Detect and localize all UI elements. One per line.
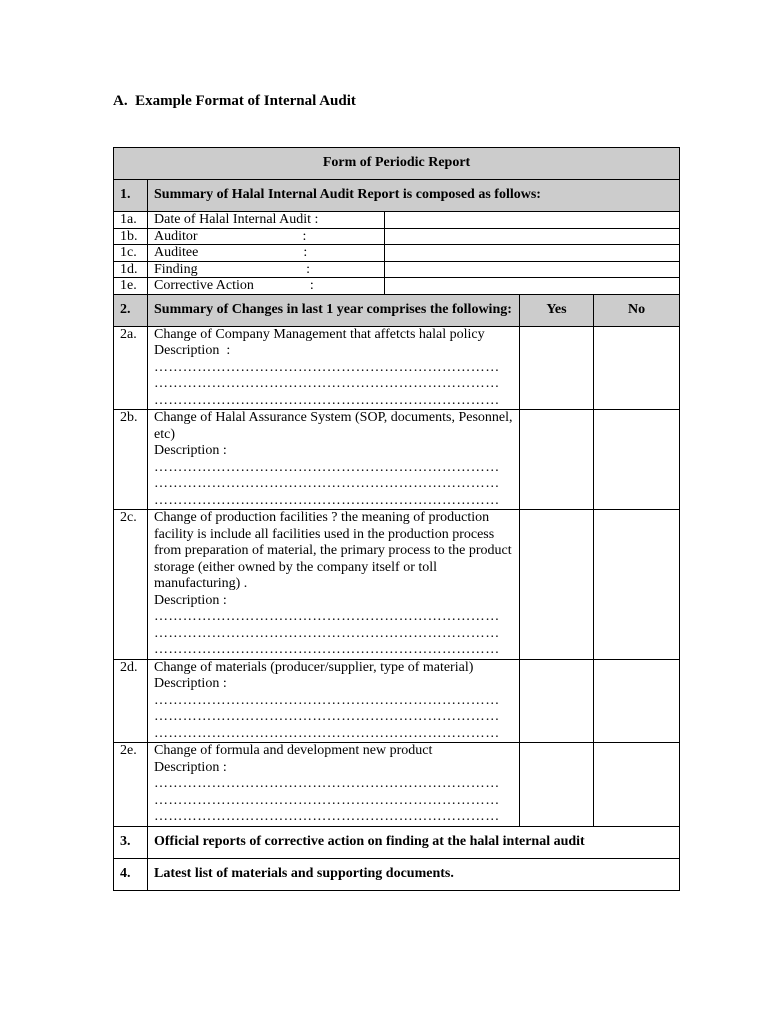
- description-line[interactable]: ………………………………………………………………: [154, 609, 500, 624]
- item-number: 1c.: [114, 245, 148, 262]
- item-number: 1d.: [114, 261, 148, 278]
- section-2-header: [114, 294, 680, 326]
- description-label: Description :: [154, 592, 227, 608]
- page-heading: A. Example Format of Internal Audit: [113, 93, 356, 109]
- change-row: [114, 659, 680, 743]
- item-number: 2c.: [114, 510, 148, 660]
- change-text: Change of Company Management that affetcts halal policy: [154, 326, 485, 342]
- no-checkbox-cell[interactable]: [594, 743, 680, 827]
- description-line[interactable]: ………………………………………………………………: [154, 792, 500, 808]
- no-checkbox-cell[interactable]: [594, 410, 680, 510]
- form-title: Form of Periodic Report: [114, 148, 680, 180]
- description-line[interactable]: ………………………………………………………………: [154, 692, 500, 708]
- change-row: [114, 510, 680, 660]
- description-line[interactable]: ………………………………………………………………: [154, 359, 500, 375]
- item-number: 1a.: [114, 212, 148, 229]
- description-label: Description :: [154, 443, 227, 458]
- change-text: Change of materials (producer/supplier, type of material): [154, 659, 474, 675]
- no-checkbox-cell[interactable]: [594, 510, 680, 660]
- yes-checkbox-cell[interactable]: [520, 659, 594, 743]
- no-column-header: No: [594, 294, 680, 326]
- item-label: Finding :: [148, 261, 385, 278]
- audit-summary-row: [114, 278, 680, 295]
- description-label: Description :: [154, 676, 227, 691]
- section-3-row: [114, 826, 680, 858]
- change-text: Change of production facilities ? the meaning of production facility is include all facilities used in the production process from preparation of material, the primary process to the product storage (either owned by the company itself or toll manufacturing) .: [154, 510, 512, 591]
- description-line[interactable]: ………………………………………………………………: [154, 709, 500, 724]
- description-line[interactable]: ………………………………………………………………: [154, 459, 500, 475]
- item-number: 2e.: [114, 743, 148, 827]
- yes-checkbox-cell[interactable]: [520, 410, 594, 510]
- item-value-field[interactable]: [385, 278, 680, 295]
- audit-summary-row: [114, 261, 680, 278]
- section-number: 1.: [114, 180, 148, 212]
- item-label: Auditor :: [148, 228, 385, 245]
- section-number: 3.: [114, 826, 148, 858]
- description-line[interactable]: ………………………………………………………………: [154, 376, 500, 391]
- description-line[interactable]: ………………………………………………………………: [154, 476, 500, 491]
- change-cell: [148, 410, 520, 510]
- description-line[interactable]: ………………………………………………………………: [154, 642, 500, 657]
- change-row: [114, 326, 680, 410]
- item-value-field[interactable]: [385, 212, 680, 229]
- item-label: Date of Halal Internal Audit :: [148, 212, 385, 229]
- change-cell: [148, 326, 520, 410]
- description-line[interactable]: ………………………………………………………………: [154, 776, 500, 791]
- item-number: 1b.: [114, 228, 148, 245]
- periodic-report-form: [113, 147, 680, 891]
- yes-checkbox-cell[interactable]: [520, 510, 594, 660]
- change-row: [114, 743, 680, 827]
- description-label: Description :: [154, 343, 231, 358]
- description-line[interactable]: ………………………………………………………………: [154, 492, 500, 508]
- change-text: Change of formula and development new product: [154, 743, 433, 758]
- yes-checkbox-cell[interactable]: [520, 326, 594, 410]
- description-line[interactable]: ………………………………………………………………: [154, 725, 500, 741]
- audit-summary-row: [114, 228, 680, 245]
- section-title: Summary of Changes in last 1 year comprises the following:: [148, 294, 520, 326]
- item-number: 2d.: [114, 659, 148, 743]
- change-cell: [148, 659, 520, 743]
- description-line[interactable]: ………………………………………………………………: [154, 392, 500, 408]
- audit-summary-row: [114, 212, 680, 229]
- change-cell: [148, 743, 520, 827]
- description-label: Description :: [154, 759, 227, 775]
- section-4-row: [114, 858, 680, 890]
- change-row: [114, 410, 680, 510]
- no-checkbox-cell[interactable]: [594, 659, 680, 743]
- item-label: Corrective Action :: [148, 278, 385, 295]
- yes-column-header: Yes: [520, 294, 594, 326]
- item-value-field[interactable]: [385, 261, 680, 278]
- description-line[interactable]: ………………………………………………………………: [154, 809, 500, 824]
- item-number: 2b.: [114, 410, 148, 510]
- section-number: 4.: [114, 858, 148, 890]
- item-value-field[interactable]: [385, 245, 680, 262]
- item-label: Auditee :: [148, 245, 385, 262]
- audit-summary-row: [114, 245, 680, 262]
- no-checkbox-cell[interactable]: [594, 326, 680, 410]
- section-title: Summary of Halal Internal Audit Report is composed as follows:: [148, 180, 680, 212]
- change-cell: [148, 510, 520, 660]
- item-number: 1e.: [114, 278, 148, 295]
- yes-checkbox-cell[interactable]: [520, 743, 594, 827]
- section-title: Official reports of corrective action on finding at the halal internal audit: [148, 826, 680, 858]
- item-number: 2a.: [114, 326, 148, 410]
- section-1-header: [114, 180, 680, 212]
- description-line[interactable]: ………………………………………………………………: [154, 625, 500, 641]
- item-value-field[interactable]: [385, 228, 680, 245]
- change-text: Change of Halal Assurance System (SOP, documents, Pesonnel, etc): [154, 410, 513, 442]
- section-number: 2.: [114, 294, 148, 326]
- section-title: Latest list of materials and supporting documents.: [148, 858, 680, 890]
